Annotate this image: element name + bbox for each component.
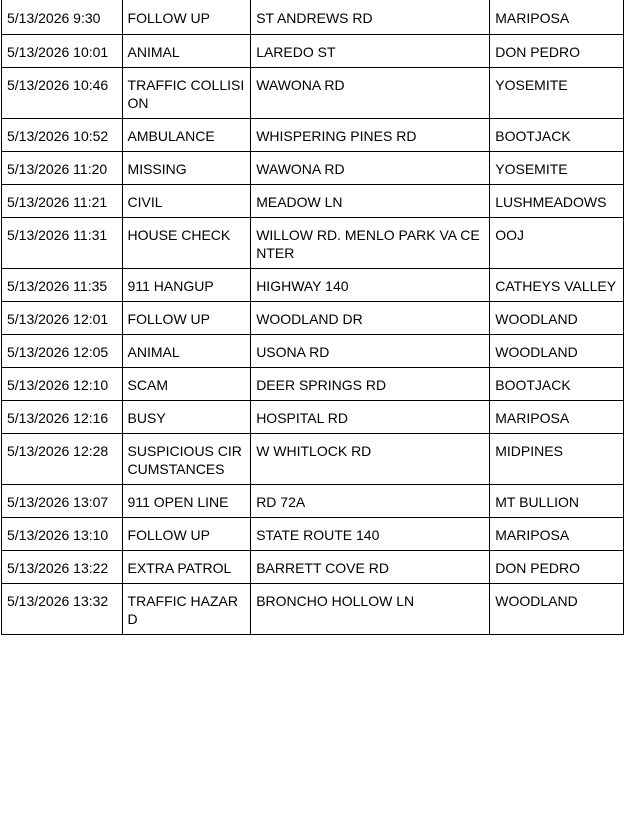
cell-location: W WHITLOCK RD [251, 434, 490, 485]
table-row [2, 368, 624, 401]
cell-location: LAREDO ST [251, 35, 490, 68]
cell-datetime: 5/13/2026 12:16 [2, 401, 123, 434]
cell-location: BARRETT COVE RD [251, 551, 490, 584]
cell-call-type: EXTRA PATROL [122, 551, 251, 584]
cell-datetime: 5/13/2026 11:31 [2, 218, 123, 269]
table-row [2, 218, 624, 269]
cell-location: MEADOW LN [251, 185, 490, 218]
cell-call-type: SUSPICIOUS CIRCUMSTANCES [122, 434, 251, 485]
cell-call-type: MISSING [122, 152, 251, 185]
cell-city: MARIPOSA [490, 0, 624, 35]
cell-city: BOOTJACK [490, 119, 624, 152]
cell-city: WOODLAND [490, 335, 624, 368]
table-row [2, 0, 624, 35]
cell-city: DON PEDRO [490, 551, 624, 584]
cell-location: STATE ROUTE 140 [251, 518, 490, 551]
cell-call-type: FOLLOW UP [122, 0, 251, 35]
table-row [2, 119, 624, 152]
table-row [2, 401, 624, 434]
cell-city: YOSEMITE [490, 152, 624, 185]
cell-location: WHISPERING PINES RD [251, 119, 490, 152]
cell-city: WOODLAND [490, 302, 624, 335]
cell-city: MT BULLION [490, 485, 624, 518]
cell-datetime: 5/13/2026 12:28 [2, 434, 123, 485]
cell-city: BOOTJACK [490, 368, 624, 401]
cell-call-type: ANIMAL [122, 35, 251, 68]
call-log-body [2, 0, 624, 635]
cell-location: WAWONA RD [251, 68, 490, 119]
cell-city: DON PEDRO [490, 35, 624, 68]
cell-datetime: 5/13/2026 10:01 [2, 35, 123, 68]
cell-city: CATHEYS VALLEY [490, 269, 624, 302]
cell-datetime: 5/13/2026 12:01 [2, 302, 123, 335]
cell-call-type: TRAFFIC COLLISION [122, 68, 251, 119]
table-row [2, 269, 624, 302]
cell-city: LUSHMEADOWS [490, 185, 624, 218]
cell-call-type: 911 OPEN LINE [122, 485, 251, 518]
cell-location: USONA RD [251, 335, 490, 368]
cell-city: YOSEMITE [490, 68, 624, 119]
cell-datetime: 5/13/2026 13:32 [2, 584, 123, 635]
table-row [2, 518, 624, 551]
table-row [2, 152, 624, 185]
cell-datetime: 5/13/2026 11:20 [2, 152, 123, 185]
table-row [2, 584, 624, 635]
cell-call-type: AMBULANCE [122, 119, 251, 152]
cell-city: WOODLAND [490, 584, 624, 635]
cell-city: OOJ [490, 218, 624, 269]
cell-datetime: 5/13/2026 11:21 [2, 185, 123, 218]
cell-call-type: 911 HANGUP [122, 269, 251, 302]
cell-location: WILLOW RD. MENLO PARK VA CENTER [251, 218, 490, 269]
table-row [2, 302, 624, 335]
cell-datetime: 5/13/2026 11:35 [2, 269, 123, 302]
cell-city: MARIPOSA [490, 401, 624, 434]
call-log-table [1, 0, 624, 635]
cell-location: HIGHWAY 140 [251, 269, 490, 302]
cell-call-type: TRAFFIC HAZARD [122, 584, 251, 635]
table-row [2, 35, 624, 68]
cell-datetime: 5/13/2026 10:52 [2, 119, 123, 152]
cell-call-type: CIVIL [122, 185, 251, 218]
table-row [2, 434, 624, 485]
cell-location: WAWONA RD [251, 152, 490, 185]
cell-datetime: 5/13/2026 10:46 [2, 68, 123, 119]
cell-call-type: BUSY [122, 401, 251, 434]
table-row [2, 335, 624, 368]
cell-datetime: 5/13/2026 13:22 [2, 551, 123, 584]
cell-call-type: FOLLOW UP [122, 302, 251, 335]
table-row [2, 551, 624, 584]
cell-location: WOODLAND DR [251, 302, 490, 335]
cell-location: RD 72A [251, 485, 490, 518]
cell-call-type: HOUSE CHECK [122, 218, 251, 269]
cell-city: MARIPOSA [490, 518, 624, 551]
cell-datetime: 5/13/2026 9:30 [2, 0, 123, 35]
cell-call-type: FOLLOW UP [122, 518, 251, 551]
cell-datetime: 5/13/2026 12:10 [2, 368, 123, 401]
cell-datetime: 5/13/2026 13:07 [2, 485, 123, 518]
cell-city: MIDPINES [490, 434, 624, 485]
cell-call-type: ANIMAL [122, 335, 251, 368]
cell-datetime: 5/13/2026 13:10 [2, 518, 123, 551]
table-row [2, 185, 624, 218]
cell-location: ST ANDREWS RD [251, 0, 490, 35]
cell-call-type: SCAM [122, 368, 251, 401]
cell-location: HOSPITAL RD [251, 401, 490, 434]
cell-location: BRONCHO HOLLOW LN [251, 584, 490, 635]
cell-location: DEER SPRINGS RD [251, 368, 490, 401]
table-row [2, 485, 624, 518]
table-row [2, 68, 624, 119]
cell-datetime: 5/13/2026 12:05 [2, 335, 123, 368]
